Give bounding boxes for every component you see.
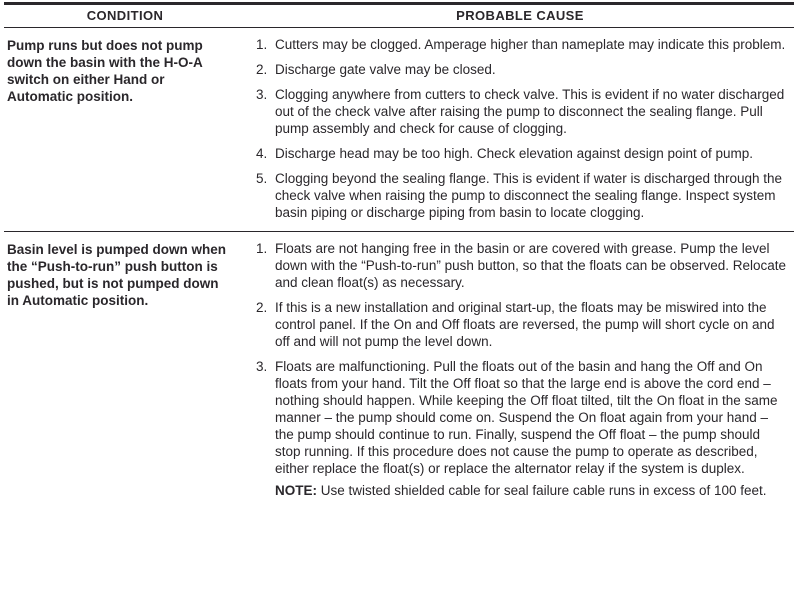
cause-paragraph: Cutters may be clogged. Amperage higher than nameplate may indicate this problem. [275,37,786,52]
cause-item [256,36,794,53]
cause-number: 3. [256,359,268,374]
header-probable-cause: PROBABLE CAUSE [456,8,584,23]
condition-cell: Basin level is pumped down when the “Push-to-run” push button is pushed, but is not pumped down in Automatic position. [7,242,227,308]
note-text: Use twisted shielded cable for seal failure cable runs in excess of 100 feet. [320,483,767,498]
cause-item [256,240,794,291]
cause-text [275,170,787,221]
table-row [4,232,794,509]
cause-number: 2. [256,62,268,77]
probable-cause-cell [246,240,794,507]
cause-number: 1. [256,241,268,256]
cause-paragraph: Discharge gate valve may be closed. [275,62,496,77]
cause-text [275,240,787,291]
cause-item [256,145,794,162]
header-condition: CONDITION [86,8,164,23]
cause-text [275,358,787,499]
cause-number: 3. [256,87,268,102]
cause-number: 1. [256,37,268,52]
cause-item [256,358,794,499]
table-row [4,28,794,231]
cause-item [256,299,794,350]
table-header-row [4,5,794,27]
cause-item [256,170,794,221]
condition-cell: Pump runs but does not pump down the basin with the H-O-A switch on either Hand or Automatic position. [7,38,203,104]
cause-number: 5. [256,171,268,186]
cause-paragraph: Floats are not hanging free in the basin or are covered with grease. Pump the level down with the “Push-to-run” push button, so that the floats can be observed. Relocate and clean float(s) as necessary. [275,241,787,290]
cause-note [275,482,787,499]
cause-text [275,86,787,137]
cause-paragraph: Clogging beyond the sealing flange. This is evident if water is discharged through the check valve when raising the pump to disconnect the sealing flange. Inspect system basin piping or discharge piping from basin to locate clogging. [275,171,783,220]
cause-paragraph: If this is a new installation and original start-up, the floats may be miswired into the control panel. If the On and Off floats are reversed, the pump will short cycle on and off and will not pump the level down. [275,300,775,349]
cause-text [275,299,787,350]
cause-number: 4. [256,146,268,161]
cause-text [275,36,787,53]
cause-paragraph: Floats are malfunctioning. Pull the floats out of the basin and hang the Off and On floats from your hand. Tilt the Off float so that the large end is above the cord end – nothing should happen. While keeping the Off float tilted, tilt the On float in the same manner – the pump should come on. Suspend the On float again from your hand – the pump should continue to run. Finally, suspend the Off float – the pump should stop running. If this procedure does not cause the pump to operate as described, either replace the float(s) or replace the alternator relay if the system is duplex. [275,359,778,476]
cause-paragraph: Discharge head may be too high. Check elevation against design point of pump. [275,146,754,161]
cause-text [275,145,787,162]
note-label: NOTE: [275,483,317,498]
probable-cause-cell [246,36,794,229]
cause-number: 2. [256,300,268,315]
cause-item [256,61,794,78]
cause-item [256,86,794,137]
cause-text [275,61,787,78]
cause-paragraph: Clogging anywhere from cutters to check valve. This is evident if no water discharged out of the check valve after raising the pump to disconnect the sealing flange. Pull pump assembly and check for cause of clogging. [275,87,785,136]
